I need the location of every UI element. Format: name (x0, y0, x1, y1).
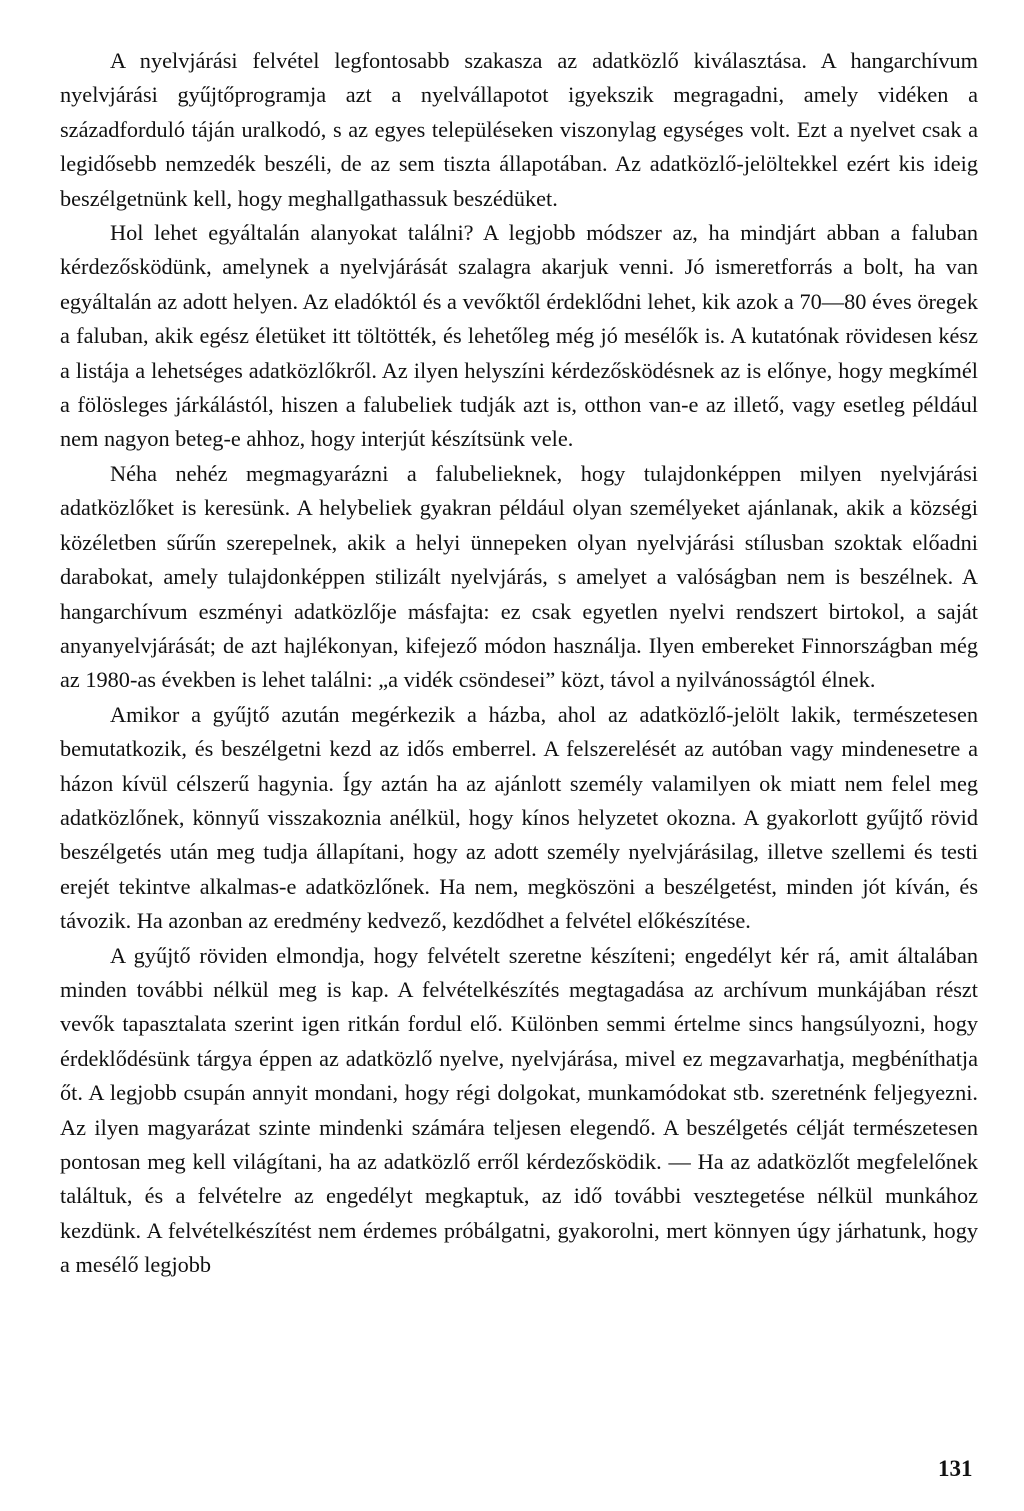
paragraph-5: A gyűjtő röviden elmondja, hogy felvételt szeretne készíteni; engedélyt kér rá, amit általában minden további nélkül meg is kap. A felvételkészítés megtagadása az archívum munkájában részt vevők tapasztalata szerint igen ritkán fordul elő. Különben semmi értelme sincs hangsúlyozni, hogy érdeklődésünk tárgya éppen az adatközlő nyelve, nyelvjárása, mivel ez megzavarhatja, megbéníthatja őt. A legjobb csupán annyit mondani, hogy régi dolgokat, munkamódokat stb. szeretnénk feljegyezni. Az ilyen magyarázat szinte mindenki számára teljesen elegendő. A beszélgetés célját természetesen pontosan meg kell világítani, ha az adatközlő erről kérdezősködik. — Ha az adatközlőt megfelelőnek találtuk, és a felvételre az engedélyt megkaptuk, az idő további vesztegetése nélkül munkához kezdünk. A felvételkészítést nem érdemes próbálgatni, gyakorolni, mert könnyen úgy járhatunk, hogy a mesélő legjobb (60, 942, 978, 1278)
page-body (60, 44, 978, 1283)
paragraph-1: A nyelvjárási felvétel legfontosabb szakasza az adatközlő kiválasztása. A hangarchívum nyelvjárási gyűjtőprogramja azt a nyelvállapotot igyekszik megragadni, amely vidéken a századforduló táján uralkodó, s az egyes településeken viszonylag egységes volt. Ezt a nyelvet csak a legidősebb nemzedék beszéli, de az sem tiszta állapotában. Az adatközlő-jelöltekkel ezért kis ideig beszélgetnünk kell, hogy meghallgathassuk beszédüket. (60, 48, 978, 211)
page-number: 131 (938, 1456, 973, 1481)
paragraph-3: Néha nehéz megmagyarázni a falubelieknek, hogy tulajdonképpen milyen nyelvjárási adatközlőket is keresünk. A helybeliek gyakran például olyan személyeket ajánlanak, akik a községi közéletben sűrűn szerepelnek, akik a helyi ünnepeken olyan nyelvjárási stílusban szoktak előadni darabokat, amely tulajdonképpen stilizált nyelvjárás, s amelyet a valóságban nem is beszélnek. A hangarchívum eszményi adatközlője másfajta: ez csak egyetlen nyelvi rendszert birtokol, a saját anyanyelvjárását; de azt hajlékonyan, kifejező módon használja. Ilyen embereket Finnországban még az 1980-as években is lehet találni: „a vidék csöndesei” közt, távol a nyilvánosságtól élnek. (60, 460, 978, 693)
paragraph-2: Hol lehet egyáltalán alanyokat találni? A legjobb módszer az, ha mindjárt abban a faluban kérdezősködünk, amelynek a nyelvjárását szalagra akarjuk venni. Jó ismeretforrás a bolt, ha van egyáltalán az adott helyen. Az eladóktól és a vevőktől érdeklődni lehet, kik azok a 70—80 éves öregek a faluban, akik egész életüket itt töltötték, és lehetőleg még jó mesélők is. A kutatónak rövidesen kész a listája a lehetséges adatközlőkről. Az ilyen helyszíni kérdezősködésnek az is előnye, hogy megkímél a fölösleges járkálástól, hiszen a falubeliek tudják azt is, otthon van-e az illető, vagy esetleg például nem nagyon beteg-e ahhoz, hogy interjút készítsünk vele. (60, 220, 978, 452)
paragraph-4: Amikor a gyűjtő azután megérkezik a házba, ahol az adatközlő-jelölt lakik, természetesen bemutatkozik, és beszélgetni kezd az idős emberrel. A felszerelését az autóban vagy mindenesetre a házon kívül célszerű hagynia. Így aztán ha az ajánlott személy valamilyen ok miatt nem felel meg adatközlőnek, könnyű visszakoznia anélkül, hogy kínos helyzetet okozna. A gyakorlott gyűjtő rövid beszélgetés után meg tudja állapítani, hogy az adott személy nyelvjárásilag, illetve szellemi és testi erejét tekintve alkalmas-e adatközlőnek. Ha nem, megköszöni a beszélgetést, minden jót kíván, és távozik. Ha azonban az eredmény kedvező, kezdődhet a felvétel előkészítése. (60, 701, 978, 934)
